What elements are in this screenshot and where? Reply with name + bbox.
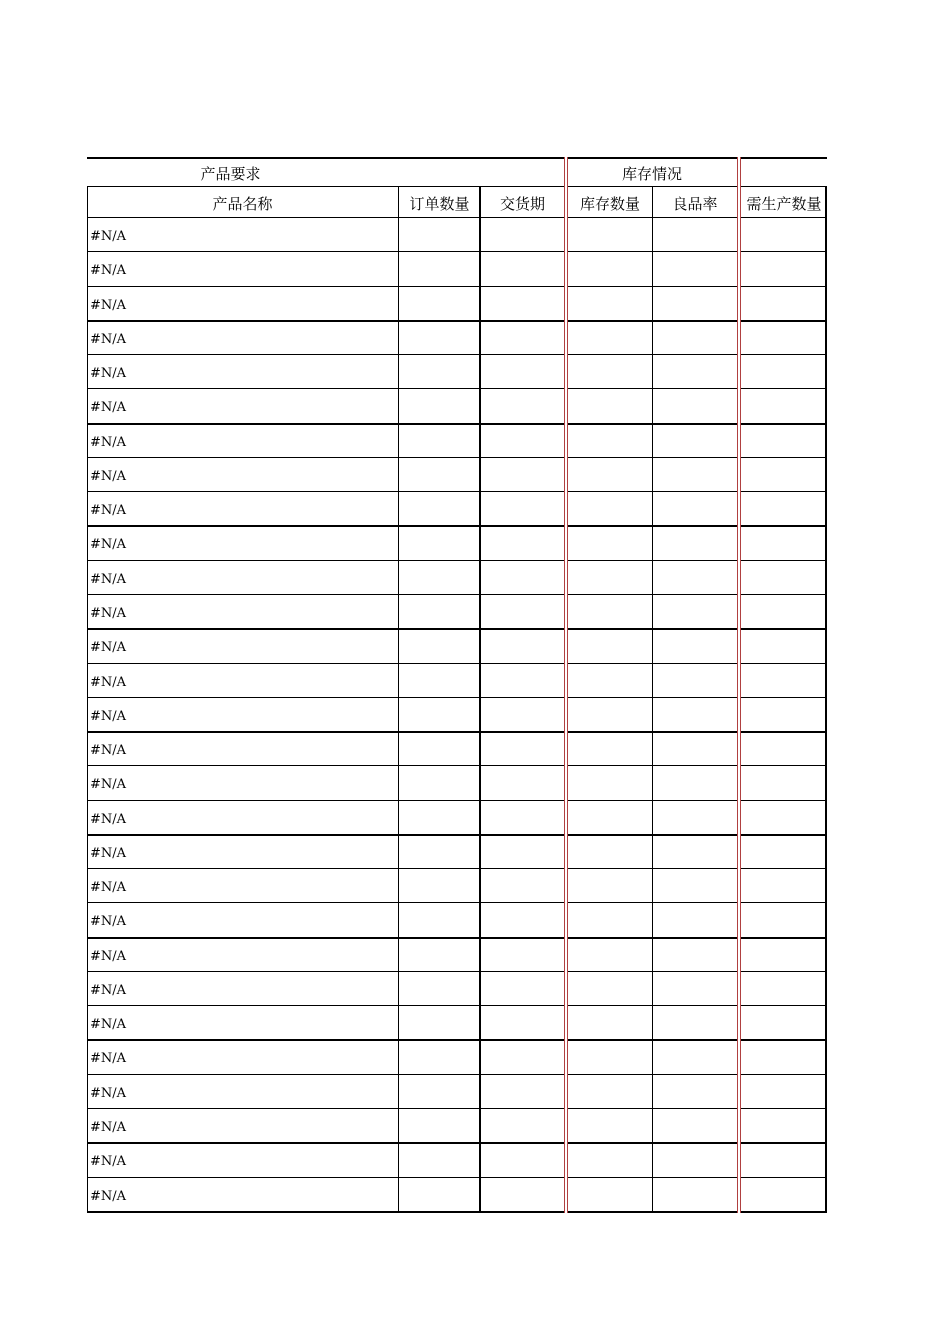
column-divider-line <box>652 186 653 1211</box>
row-divider-line <box>87 663 827 664</box>
row-divider-line <box>87 937 827 939</box>
row-divider-line <box>87 697 827 698</box>
row-divider-line <box>87 423 827 425</box>
row-divider-line <box>87 491 827 492</box>
row-divider-line <box>87 834 827 836</box>
row-divider-line <box>87 765 827 766</box>
table-row-product-name: #N/A <box>90 846 127 861</box>
table-row-product-name: #N/A <box>90 537 127 552</box>
row-divider-line <box>87 1211 827 1213</box>
table-row-product-name: #N/A <box>90 572 127 587</box>
column-divider-line <box>398 186 399 1211</box>
table-row-product-name: #N/A <box>90 606 127 621</box>
row-divider-line <box>87 1177 827 1178</box>
column-divider-line <box>479 186 481 1211</box>
table-row-product-name: #N/A <box>90 675 127 690</box>
row-divider-line <box>87 1005 827 1006</box>
table-row-product-name: #N/A <box>90 366 127 381</box>
row-divider-line <box>87 286 827 287</box>
table-row-product-name: #N/A <box>90 640 127 655</box>
row-divider-line <box>87 560 827 561</box>
row-divider-line <box>87 971 827 972</box>
table-row-product-name: #N/A <box>90 1120 127 1135</box>
row-divider-line <box>87 628 827 630</box>
table-row-product-name: #N/A <box>90 263 127 278</box>
table-row-product-name: #N/A <box>90 949 127 964</box>
table-row-product-name: #N/A <box>90 1189 127 1204</box>
section-double-divider <box>737 157 741 1213</box>
row-divider-line <box>87 320 827 322</box>
row-divider-line <box>87 388 827 389</box>
table-row-product-name: #N/A <box>90 709 127 724</box>
table-row-product-name: #N/A <box>90 880 127 895</box>
header-bottom-line <box>87 217 827 218</box>
table-row-product-name: #N/A <box>90 743 127 758</box>
row-divider-line <box>87 1074 827 1075</box>
column-header-delivery-date: 交货期 <box>499 195 545 213</box>
table-row-product-name: #N/A <box>90 229 127 244</box>
row-divider-line <box>87 800 827 801</box>
group-header-product-requirements: 产品要求 <box>200 165 261 183</box>
table-right-border <box>825 186 827 1213</box>
table-row-product-name: #N/A <box>90 298 127 313</box>
table-row-product-name: #N/A <box>90 777 127 792</box>
row-divider-line <box>87 594 827 595</box>
table-row-product-name: #N/A <box>90 1051 127 1066</box>
row-divider-line <box>87 731 827 733</box>
row-divider-line <box>87 1108 827 1109</box>
table-row-product-name: #N/A <box>90 469 127 484</box>
row-divider-line <box>87 1142 827 1144</box>
table-top-border <box>87 157 827 159</box>
table-row-product-name: #N/A <box>90 914 127 929</box>
column-header-product-name: 产品名称 <box>212 195 273 213</box>
group-header-inventory-status: 库存情况 <box>621 165 682 183</box>
column-header-yield-rate: 良品率 <box>672 195 718 213</box>
table-row-product-name: #N/A <box>90 400 127 415</box>
row-divider-line <box>87 354 827 355</box>
row-divider-line <box>87 251 827 252</box>
table-row-product-name: #N/A <box>90 435 127 450</box>
row-divider-line <box>87 902 827 903</box>
row-divider-line <box>87 525 827 527</box>
column-header-stock-quantity: 库存数量 <box>579 195 640 213</box>
row-divider-line <box>87 1039 827 1041</box>
table-row-product-name: #N/A <box>90 983 127 998</box>
row-divider-line <box>87 868 827 869</box>
row-divider-line <box>87 457 827 458</box>
table-row-product-name: #N/A <box>90 503 127 518</box>
header-separator-line <box>87 186 827 187</box>
section-double-divider <box>564 157 568 1213</box>
table-row-product-name: #N/A <box>90 1154 127 1169</box>
column-header-order-quantity: 订单数量 <box>409 195 470 213</box>
column-header-production-needed: 需生产数量 <box>746 195 822 213</box>
table-row-product-name: #N/A <box>90 332 127 347</box>
table-row-product-name: #N/A <box>90 1086 127 1101</box>
table-row-product-name: #N/A <box>90 1017 127 1032</box>
table-row-product-name: #N/A <box>90 812 127 827</box>
table-left-border <box>87 186 88 1213</box>
